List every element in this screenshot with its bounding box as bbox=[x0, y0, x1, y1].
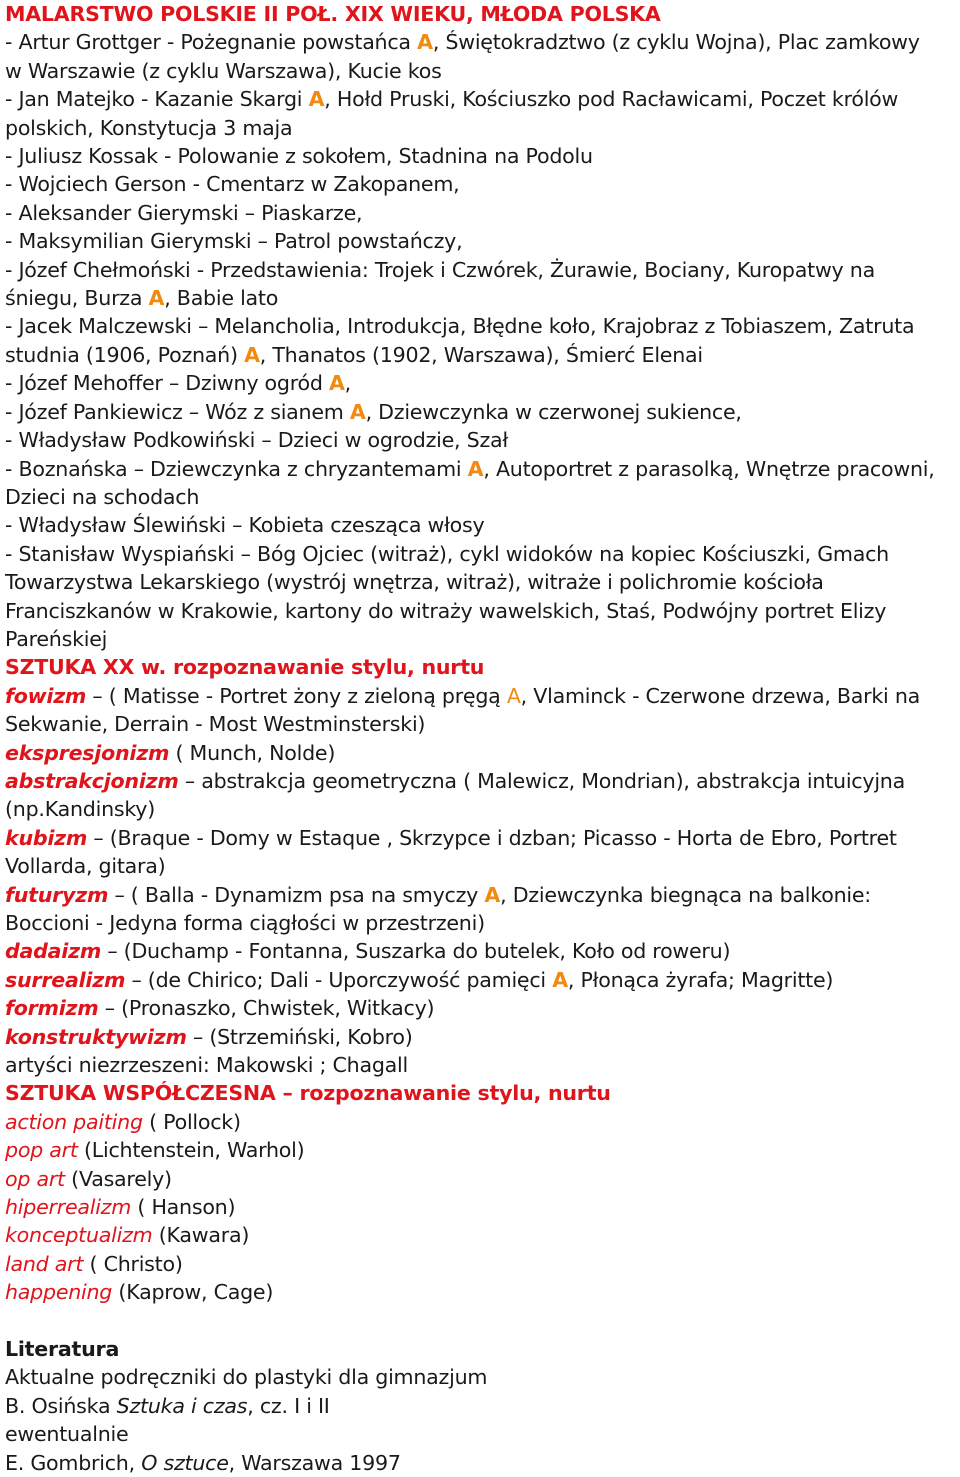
style-line bbox=[5, 1051, 956, 1079]
line-text: - Boznańska – Dziewczynka z chryzantemami bbox=[5, 456, 468, 481]
style-line bbox=[5, 795, 956, 823]
movement-line bbox=[5, 1108, 956, 1136]
line-text: – (Pronaszko, Chwistek, Witkacy) bbox=[98, 996, 435, 1021]
text-line bbox=[5, 625, 956, 653]
text-line bbox=[5, 57, 956, 85]
line-text: ( Munch, Nolde) bbox=[169, 740, 336, 765]
text-line bbox=[5, 28, 956, 56]
line-text: - Artur Grottger - Pożegnanie powstańca bbox=[5, 30, 418, 55]
line-text: Dzieci na schodach bbox=[5, 484, 200, 509]
style-line bbox=[5, 966, 956, 994]
style-term: konstruktywizm bbox=[5, 1024, 187, 1049]
movement-term: pop art bbox=[5, 1138, 78, 1163]
line-text: studnia (1906, Poznań) bbox=[5, 342, 245, 367]
style-line bbox=[5, 909, 956, 937]
line-text: , bbox=[344, 371, 351, 396]
spacer bbox=[5, 1307, 956, 1335]
literature-line-2 bbox=[5, 1392, 956, 1420]
line-text: – (Duchamp - Fontanna, Suszarka do butelek, Koło od roweru) bbox=[101, 939, 731, 964]
line-text: , Vlaminck - Czerwone drzewa, Barki na bbox=[520, 683, 920, 708]
line-text: - Józef Chełmoński - Przedstawienia: Trojek i Czwórek, Żurawie, Bociany, Kuropatwy na bbox=[5, 257, 875, 282]
style-term: kubizm bbox=[5, 825, 88, 850]
movement-artists: (Kawara) bbox=[152, 1223, 250, 1248]
mark-a: A bbox=[506, 683, 521, 708]
line-text: – ( Balla - Dynamizm psa na smyczy bbox=[108, 882, 485, 907]
text-line bbox=[5, 227, 956, 255]
line-text: Vollarda, gitara) bbox=[5, 854, 166, 879]
text-line bbox=[5, 483, 956, 511]
movement-line bbox=[5, 1193, 956, 1221]
style-term: dadaizm bbox=[5, 939, 102, 964]
line-text: , Autoportret z parasolką, Wnętrze pracowni, bbox=[483, 456, 935, 481]
line-text: - Stanisław Wyspiański – Bóg Ojciec (witraż), cykl widoków na kopiec Kościuszki, Gmach bbox=[5, 541, 889, 566]
literature-title-2: O sztuce bbox=[141, 1450, 229, 1475]
line-text: - Jan Matejko - Kazanie Skargi bbox=[5, 87, 309, 112]
style-term: ekspresjonizm bbox=[5, 740, 170, 765]
line-text: – (Strzemiński, Kobro) bbox=[186, 1024, 413, 1049]
text-line bbox=[5, 170, 956, 198]
section-contemporary-list bbox=[5, 1108, 956, 1307]
text-line bbox=[5, 597, 956, 625]
line-text: - Wojciech Gerson - Cmentarz w Zakopanem, bbox=[5, 172, 460, 197]
text-line bbox=[5, 540, 956, 568]
line-text: , Babie lato bbox=[164, 286, 279, 311]
line-text: - Maksymilian Gierymski – Patrol powstańczy, bbox=[5, 229, 463, 254]
line-text: Pareńskiej bbox=[5, 626, 108, 651]
literature-author-2: E. Gombrich, bbox=[5, 1450, 142, 1475]
style-line bbox=[5, 937, 956, 965]
line-text: - Józef Pankiewicz – Wóz z sianem bbox=[5, 399, 350, 424]
mark-a: A bbox=[552, 967, 568, 992]
style-term: fowizm bbox=[5, 683, 87, 708]
line-text: - Władysław Ślewiński – Kobieta czesząca włosy bbox=[5, 513, 485, 538]
line-text: Franciszkanów w Krakowie, kartony do witraży wawelskich, Staś, Podwójny portret Elizy bbox=[5, 598, 887, 623]
line-text: Boccioni - Jedyna forma ciągłości w przestrzeni) bbox=[5, 911, 485, 935]
line-text: , Świętokradztwo (z cyklu Wojna), Plac zamkowy bbox=[432, 30, 920, 55]
style-line bbox=[5, 767, 956, 795]
text-line bbox=[5, 511, 956, 539]
section-polish-painting-list bbox=[5, 28, 956, 653]
line-text: – abstrakcja geometryczna ( Malewicz, Mondrian), abstrakcja intuicyjna bbox=[178, 768, 905, 793]
movement-term: konceptualizm bbox=[5, 1223, 153, 1248]
text-line bbox=[5, 341, 956, 369]
mark-a: A bbox=[349, 399, 366, 424]
style-line bbox=[5, 1023, 956, 1051]
style-term: formizm bbox=[5, 996, 99, 1021]
style-term: surrealizm bbox=[5, 967, 126, 992]
line-text: polskich, Konstytucja 3 maja bbox=[5, 115, 293, 140]
style-line bbox=[5, 852, 956, 880]
mark-a: A bbox=[328, 371, 345, 396]
movement-line bbox=[5, 1250, 956, 1278]
literature-line-1: Aktualne podręczniki do plastyki dla gimnazjum bbox=[5, 1365, 488, 1390]
movement-line bbox=[5, 1221, 956, 1249]
text-line bbox=[5, 398, 956, 426]
literature-title-1: Sztuka i czas bbox=[116, 1393, 248, 1418]
literature-author-1: B. Osińska bbox=[5, 1393, 117, 1418]
movement-line bbox=[5, 1136, 956, 1164]
movement-term: op art bbox=[5, 1166, 65, 1191]
line-text: , Płonąca żyrafa; Magritte) bbox=[567, 967, 834, 992]
style-line bbox=[5, 739, 956, 767]
line-text: – ( Matisse - Portret żony z zieloną pręgą bbox=[86, 683, 507, 708]
movement-artists: (Kaprow, Cage) bbox=[112, 1280, 274, 1305]
style-line bbox=[5, 710, 956, 738]
literature-line-3: ewentualnie bbox=[5, 1422, 129, 1447]
line-text: artyści niezrzeszeni: Makowski ; Chagall bbox=[5, 1053, 408, 1078]
mark-a: A bbox=[308, 87, 325, 112]
line-text: - Aleksander Gierymski – Piaskarze, bbox=[5, 200, 363, 225]
line-text: - Juliusz Kossak - Polowanie z sokołem, Stadnina na Podolu bbox=[5, 144, 593, 169]
mark-a: A bbox=[148, 286, 165, 311]
section-title-20th-century: SZTUKA XX w. rozpoznawanie stylu, nurtu bbox=[5, 655, 485, 680]
mark-a: A bbox=[417, 30, 433, 55]
movement-term: land art bbox=[5, 1251, 84, 1276]
style-line bbox=[5, 881, 956, 909]
literature-suffix-2: , Warszawa 1997 bbox=[228, 1450, 401, 1475]
movement-artists: ( Pollock) bbox=[142, 1109, 241, 1134]
line-text: , Hołd Pruski, Kościuszko pod Racławicami, Poczet królów bbox=[324, 87, 899, 112]
literature-heading: Literatura bbox=[5, 1337, 120, 1362]
text-line bbox=[5, 426, 956, 454]
movement-term: action paiting bbox=[5, 1109, 143, 1134]
line-text: , Thanatos (1902, Warszawa), Śmierć Elenai bbox=[259, 342, 703, 367]
movement-artists: ( Christo) bbox=[83, 1251, 183, 1276]
movement-line bbox=[5, 1165, 956, 1193]
text-line bbox=[5, 312, 956, 340]
text-line bbox=[5, 114, 956, 142]
movement-artists: (Lichtenstein, Warhol) bbox=[77, 1138, 305, 1163]
movement-line bbox=[5, 1278, 956, 1306]
line-text: Sekwanie, Derrain - Most Westminsterski) bbox=[5, 712, 426, 737]
style-line bbox=[5, 682, 956, 710]
literature-suffix-1: , cz. I i II bbox=[247, 1393, 330, 1418]
text-line bbox=[5, 256, 956, 284]
style-term: futuryzm bbox=[5, 882, 109, 907]
text-line bbox=[5, 369, 956, 397]
line-text: w Warszawie (z cyklu Warszawa), Kucie kos bbox=[5, 58, 442, 83]
line-text: - Władysław Podkowiński – Dzieci w ogrodzie, Szał bbox=[5, 428, 508, 453]
line-text: (np.Kandinsky) bbox=[5, 797, 156, 822]
section-20th-century-list bbox=[5, 682, 956, 1080]
movement-term: hiperrealizm bbox=[5, 1195, 132, 1220]
line-text: , Dziewczynka w czerwonej sukience, bbox=[365, 399, 742, 424]
style-line bbox=[5, 994, 956, 1022]
text-line bbox=[5, 284, 956, 312]
style-term: abstrakcjonizm bbox=[5, 768, 179, 793]
text-line bbox=[5, 85, 956, 113]
mark-a: A bbox=[484, 882, 501, 907]
section-title-contemporary: SZTUKA WSPÓŁCZESNA – rozpoznawanie stylu, nurtu bbox=[5, 1081, 611, 1106]
movement-artists: (Vasarely) bbox=[64, 1166, 172, 1191]
section-title-polish-painting: MALARSTWO POLSKIE II POŁ. XIX WIEKU, MŁODA POLSKA bbox=[5, 2, 661, 26]
line-text: Towarzystwa Lekarskiego (wystrój wnętrza, witraż), witraże i polichromie kościoła bbox=[5, 570, 824, 595]
text-line bbox=[5, 568, 956, 596]
line-text: – (de Chirico; Dali - Uporczywość pamięci bbox=[125, 967, 553, 992]
movement-artists: ( Hanson) bbox=[131, 1195, 236, 1220]
mark-a: A bbox=[467, 456, 484, 481]
line-text: – (Braque - Domy w Estaque , Skrzypce i dzban; Picasso - Horta de Ebro, Portret bbox=[87, 825, 897, 850]
line-text: - Jacek Malczewski – Melancholia, Introdukcja, Błędne koło, Krajobraz z Tobiaszem, Zatruta bbox=[5, 314, 915, 339]
text-line bbox=[5, 142, 956, 170]
line-text: - Józef Mehoffer – Dziwny ogród bbox=[5, 371, 329, 396]
movement-term: happening bbox=[5, 1280, 113, 1305]
line-text: , Dziewczynka biegnąca na balkonie: bbox=[500, 882, 871, 907]
mark-a: A bbox=[244, 342, 260, 367]
text-line bbox=[5, 455, 956, 483]
text-line bbox=[5, 199, 956, 227]
style-line bbox=[5, 824, 956, 852]
line-text: śniegu, Burza bbox=[5, 286, 149, 311]
